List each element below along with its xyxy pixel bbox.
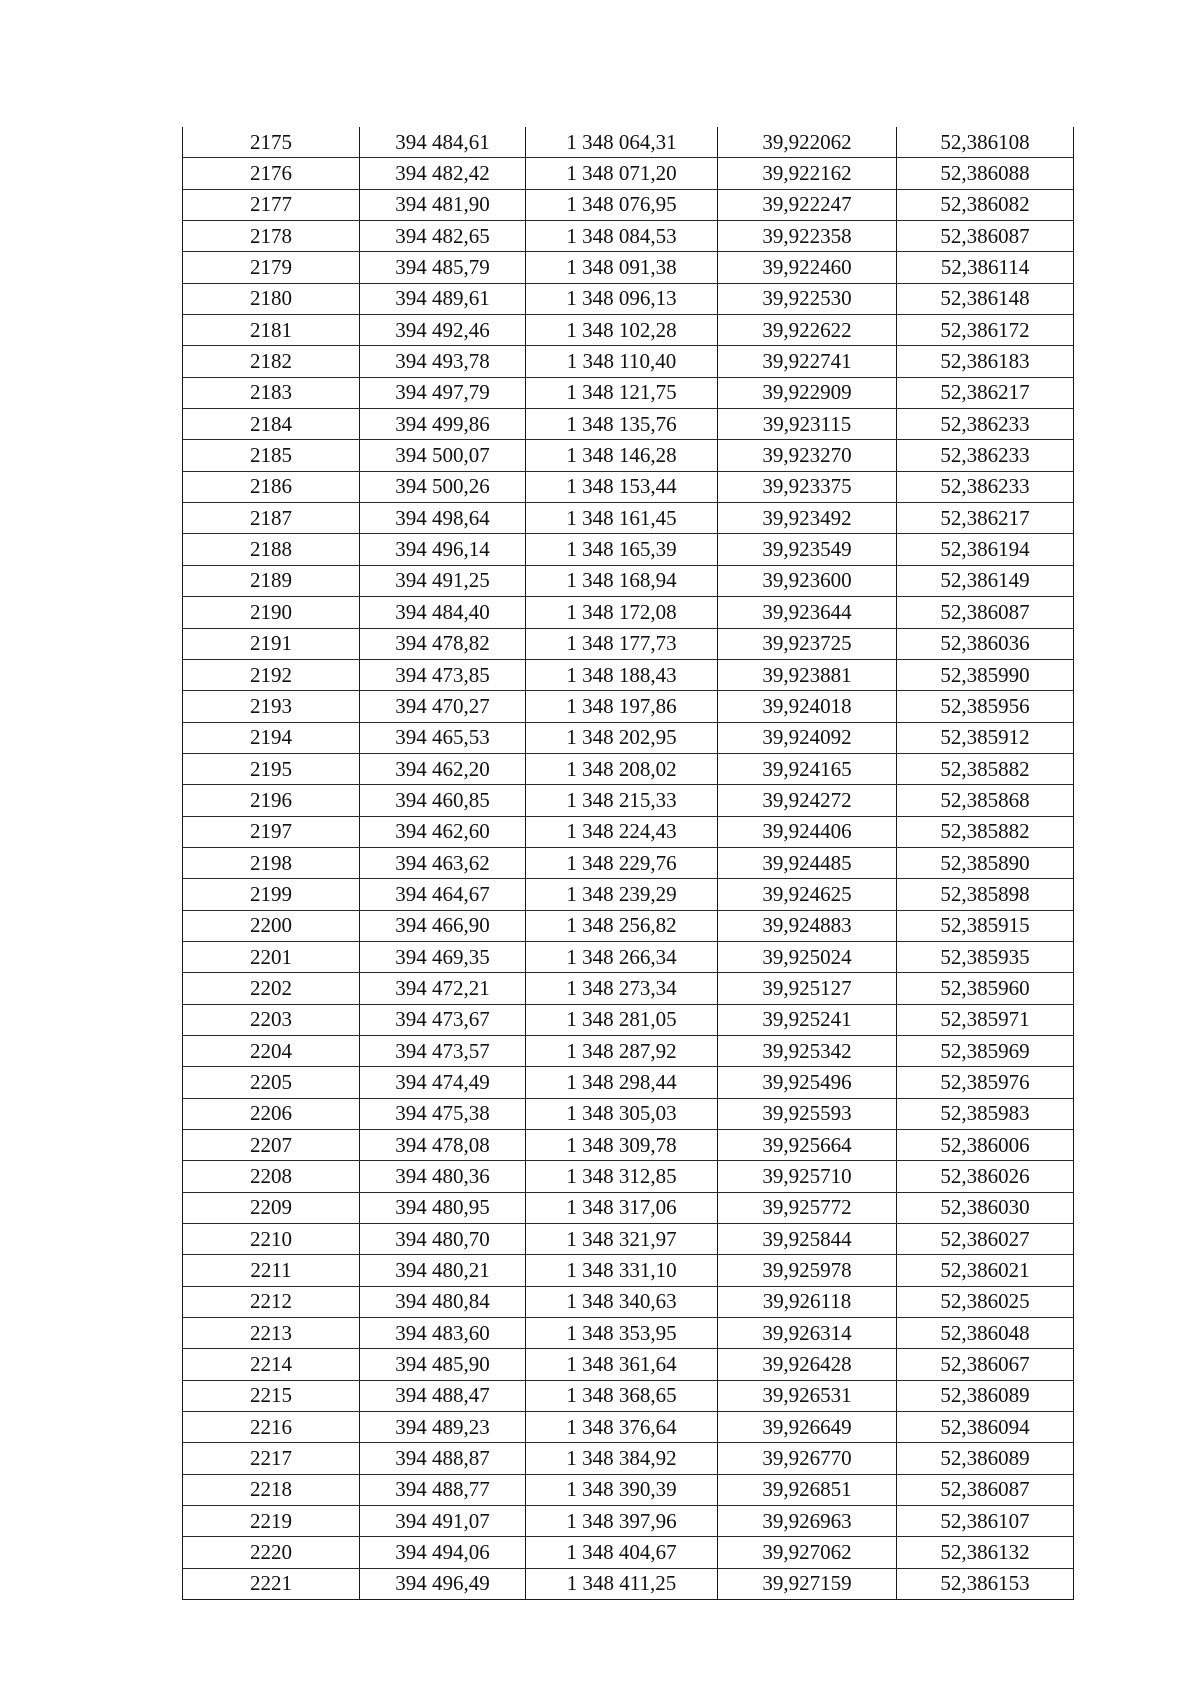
table-row — [183, 753, 1074, 784]
x-coordinate-cell: 394 473,57 — [360, 1035, 526, 1066]
point-number-cell: 2192 — [183, 659, 360, 690]
longitude-cell: 52,386089 — [897, 1380, 1074, 1411]
x-coordinate-cell: 394 498,64 — [360, 503, 526, 534]
point-number-cell: 2182 — [183, 346, 360, 377]
coordinates-table-body — [183, 127, 1074, 1600]
longitude-cell: 52,386094 — [897, 1412, 1074, 1443]
latitude-cell: 39,925127 — [718, 973, 897, 1004]
latitude-cell: 39,922062 — [718, 127, 897, 158]
y-coordinate-cell: 1 348 281,05 — [526, 1004, 718, 1035]
longitude-cell: 52,386087 — [897, 221, 1074, 252]
point-number-cell: 2197 — [183, 816, 360, 847]
x-coordinate-cell: 394 492,46 — [360, 315, 526, 346]
latitude-cell: 39,923492 — [718, 503, 897, 534]
table-row — [183, 1286, 1074, 1317]
longitude-cell: 52,386172 — [897, 315, 1074, 346]
latitude-cell: 39,926770 — [718, 1443, 897, 1474]
latitude-cell: 39,924018 — [718, 691, 897, 722]
y-coordinate-cell: 1 348 368,65 — [526, 1380, 718, 1411]
longitude-cell: 52,385976 — [897, 1067, 1074, 1098]
y-coordinate-cell: 1 348 353,95 — [526, 1318, 718, 1349]
longitude-cell: 52,386194 — [897, 534, 1074, 565]
x-coordinate-cell: 394 478,08 — [360, 1130, 526, 1161]
longitude-cell: 52,385969 — [897, 1035, 1074, 1066]
latitude-cell: 39,925844 — [718, 1224, 897, 1255]
x-coordinate-cell: 394 475,38 — [360, 1098, 526, 1129]
latitude-cell: 39,924092 — [718, 722, 897, 753]
point-number-cell: 2187 — [183, 503, 360, 534]
point-number-cell: 2201 — [183, 941, 360, 972]
x-coordinate-cell: 394 465,53 — [360, 722, 526, 753]
y-coordinate-cell: 1 348 215,33 — [526, 785, 718, 816]
y-coordinate-cell: 1 348 376,64 — [526, 1412, 718, 1443]
y-coordinate-cell: 1 348 135,76 — [526, 409, 718, 440]
y-coordinate-cell: 1 348 224,43 — [526, 816, 718, 847]
y-coordinate-cell: 1 348 165,39 — [526, 534, 718, 565]
x-coordinate-cell: 394 484,61 — [360, 127, 526, 158]
x-coordinate-cell: 394 473,85 — [360, 659, 526, 690]
longitude-cell: 52,386027 — [897, 1224, 1074, 1255]
point-number-cell: 2206 — [183, 1098, 360, 1129]
x-coordinate-cell: 394 489,61 — [360, 283, 526, 314]
longitude-cell: 52,385882 — [897, 753, 1074, 784]
point-number-cell: 2218 — [183, 1474, 360, 1505]
y-coordinate-cell: 1 348 312,85 — [526, 1161, 718, 1192]
table-row — [183, 1474, 1074, 1505]
table-row — [183, 1443, 1074, 1474]
longitude-cell: 52,386030 — [897, 1192, 1074, 1223]
longitude-cell: 52,386107 — [897, 1506, 1074, 1537]
longitude-cell: 52,386006 — [897, 1130, 1074, 1161]
table-row — [183, 409, 1074, 440]
x-coordinate-cell: 394 482,65 — [360, 221, 526, 252]
longitude-cell: 52,386114 — [897, 252, 1074, 283]
point-number-cell: 2211 — [183, 1255, 360, 1286]
point-number-cell: 2212 — [183, 1286, 360, 1317]
latitude-cell: 39,924625 — [718, 879, 897, 910]
x-coordinate-cell: 394 499,86 — [360, 409, 526, 440]
point-number-cell: 2196 — [183, 785, 360, 816]
x-coordinate-cell: 394 493,78 — [360, 346, 526, 377]
longitude-cell: 52,385912 — [897, 722, 1074, 753]
y-coordinate-cell: 1 348 239,29 — [526, 879, 718, 910]
x-coordinate-cell: 394 496,14 — [360, 534, 526, 565]
x-coordinate-cell: 394 480,95 — [360, 1192, 526, 1223]
y-coordinate-cell: 1 348 309,78 — [526, 1130, 718, 1161]
latitude-cell: 39,925241 — [718, 1004, 897, 1035]
point-number-cell: 2179 — [183, 252, 360, 283]
table-row — [183, 1318, 1074, 1349]
x-coordinate-cell: 394 496,49 — [360, 1568, 526, 1599]
table-row — [183, 346, 1074, 377]
y-coordinate-cell: 1 348 266,34 — [526, 941, 718, 972]
longitude-cell: 52,386048 — [897, 1318, 1074, 1349]
table-row — [183, 879, 1074, 910]
latitude-cell: 39,925710 — [718, 1161, 897, 1192]
longitude-cell: 52,386233 — [897, 471, 1074, 502]
y-coordinate-cell: 1 348 161,45 — [526, 503, 718, 534]
y-coordinate-cell: 1 348 411,25 — [526, 1568, 718, 1599]
table-row — [183, 597, 1074, 628]
longitude-cell: 52,386233 — [897, 409, 1074, 440]
y-coordinate-cell: 1 348 084,53 — [526, 221, 718, 252]
x-coordinate-cell: 394 470,27 — [360, 691, 526, 722]
table-row — [183, 503, 1074, 534]
latitude-cell: 39,926428 — [718, 1349, 897, 1380]
y-coordinate-cell: 1 348 168,94 — [526, 565, 718, 596]
table-row — [183, 722, 1074, 753]
latitude-cell: 39,925024 — [718, 941, 897, 972]
x-coordinate-cell: 394 491,07 — [360, 1506, 526, 1537]
latitude-cell: 39,922741 — [718, 346, 897, 377]
x-coordinate-cell: 394 480,21 — [360, 1255, 526, 1286]
latitude-cell: 39,925342 — [718, 1035, 897, 1066]
table-row — [183, 377, 1074, 408]
point-number-cell: 2207 — [183, 1130, 360, 1161]
x-coordinate-cell: 394 480,36 — [360, 1161, 526, 1192]
point-number-cell: 2185 — [183, 440, 360, 471]
longitude-cell: 52,385960 — [897, 973, 1074, 1004]
x-coordinate-cell: 394 469,35 — [360, 941, 526, 972]
table-row — [183, 1067, 1074, 1098]
table-row — [183, 1098, 1074, 1129]
y-coordinate-cell: 1 348 331,10 — [526, 1255, 718, 1286]
latitude-cell: 39,922460 — [718, 252, 897, 283]
latitude-cell: 39,922162 — [718, 158, 897, 189]
point-number-cell: 2220 — [183, 1537, 360, 1568]
latitude-cell: 39,922909 — [718, 377, 897, 408]
y-coordinate-cell: 1 348 305,03 — [526, 1098, 718, 1129]
longitude-cell: 52,385971 — [897, 1004, 1074, 1035]
latitude-cell: 39,923375 — [718, 471, 897, 502]
longitude-cell: 52,386026 — [897, 1161, 1074, 1192]
table-row — [183, 127, 1074, 158]
table-row — [183, 1161, 1074, 1192]
table-row — [183, 283, 1074, 314]
point-number-cell: 2205 — [183, 1067, 360, 1098]
longitude-cell: 52,385990 — [897, 659, 1074, 690]
longitude-cell: 52,385983 — [897, 1098, 1074, 1129]
x-coordinate-cell: 394 484,40 — [360, 597, 526, 628]
latitude-cell: 39,924406 — [718, 816, 897, 847]
longitude-cell: 52,385868 — [897, 785, 1074, 816]
x-coordinate-cell: 394 480,84 — [360, 1286, 526, 1317]
table-row — [183, 1537, 1074, 1568]
x-coordinate-cell: 394 481,90 — [360, 189, 526, 220]
longitude-cell: 52,386148 — [897, 283, 1074, 314]
y-coordinate-cell: 1 348 197,86 — [526, 691, 718, 722]
point-number-cell: 2186 — [183, 471, 360, 502]
longitude-cell: 52,386087 — [897, 597, 1074, 628]
table-row — [183, 534, 1074, 565]
point-number-cell: 2198 — [183, 847, 360, 878]
longitude-cell: 52,386088 — [897, 158, 1074, 189]
longitude-cell: 52,386217 — [897, 377, 1074, 408]
latitude-cell: 39,923881 — [718, 659, 897, 690]
longitude-cell: 52,386132 — [897, 1537, 1074, 1568]
x-coordinate-cell: 394 488,77 — [360, 1474, 526, 1505]
table-row — [183, 440, 1074, 471]
y-coordinate-cell: 1 348 076,95 — [526, 189, 718, 220]
point-number-cell: 2189 — [183, 565, 360, 596]
table-row — [183, 1130, 1074, 1161]
point-number-cell: 2191 — [183, 628, 360, 659]
coordinates-table — [182, 127, 1074, 1600]
x-coordinate-cell: 394 472,21 — [360, 973, 526, 1004]
y-coordinate-cell: 1 348 321,97 — [526, 1224, 718, 1255]
table-row — [183, 1506, 1074, 1537]
point-number-cell: 2210 — [183, 1224, 360, 1255]
x-coordinate-cell: 394 494,06 — [360, 1537, 526, 1568]
latitude-cell: 39,922530 — [718, 283, 897, 314]
y-coordinate-cell: 1 348 064,31 — [526, 127, 718, 158]
longitude-cell: 52,386217 — [897, 503, 1074, 534]
point-number-cell: 2188 — [183, 534, 360, 565]
point-number-cell: 2213 — [183, 1318, 360, 1349]
point-number-cell: 2180 — [183, 283, 360, 314]
longitude-cell: 52,386183 — [897, 346, 1074, 377]
y-coordinate-cell: 1 348 091,38 — [526, 252, 718, 283]
latitude-cell: 39,926963 — [718, 1506, 897, 1537]
table-row — [183, 847, 1074, 878]
latitude-cell: 39,924485 — [718, 847, 897, 878]
latitude-cell: 39,925593 — [718, 1098, 897, 1129]
table-row — [183, 785, 1074, 816]
point-number-cell: 2219 — [183, 1506, 360, 1537]
table-row — [183, 910, 1074, 941]
longitude-cell: 52,386153 — [897, 1568, 1074, 1599]
longitude-cell: 52,385956 — [897, 691, 1074, 722]
x-coordinate-cell: 394 474,49 — [360, 1067, 526, 1098]
x-coordinate-cell: 394 473,67 — [360, 1004, 526, 1035]
latitude-cell: 39,926314 — [718, 1318, 897, 1349]
point-number-cell: 2175 — [183, 127, 360, 158]
latitude-cell: 39,926649 — [718, 1412, 897, 1443]
y-coordinate-cell: 1 348 202,95 — [526, 722, 718, 753]
x-coordinate-cell: 394 488,47 — [360, 1380, 526, 1411]
point-number-cell: 2194 — [183, 722, 360, 753]
latitude-cell: 39,924165 — [718, 753, 897, 784]
y-coordinate-cell: 1 348 298,44 — [526, 1067, 718, 1098]
longitude-cell: 52,386067 — [897, 1349, 1074, 1380]
table-row — [183, 659, 1074, 690]
longitude-cell: 52,385890 — [897, 847, 1074, 878]
x-coordinate-cell: 394 482,42 — [360, 158, 526, 189]
latitude-cell: 39,927062 — [718, 1537, 897, 1568]
x-coordinate-cell: 394 460,85 — [360, 785, 526, 816]
point-number-cell: 2184 — [183, 409, 360, 440]
latitude-cell: 39,923549 — [718, 534, 897, 565]
latitude-cell: 39,924883 — [718, 910, 897, 941]
x-coordinate-cell: 394 463,62 — [360, 847, 526, 878]
longitude-cell: 52,386036 — [897, 628, 1074, 659]
table-row — [183, 973, 1074, 1004]
x-coordinate-cell: 394 489,23 — [360, 1412, 526, 1443]
latitude-cell: 39,923644 — [718, 597, 897, 628]
latitude-cell: 39,925496 — [718, 1067, 897, 1098]
y-coordinate-cell: 1 348 256,82 — [526, 910, 718, 941]
table-row — [183, 189, 1074, 220]
latitude-cell: 39,923270 — [718, 440, 897, 471]
table-row — [183, 691, 1074, 722]
table-row — [183, 315, 1074, 346]
latitude-cell: 39,926531 — [718, 1380, 897, 1411]
longitude-cell: 52,386025 — [897, 1286, 1074, 1317]
x-coordinate-cell: 394 478,82 — [360, 628, 526, 659]
table-row — [183, 1380, 1074, 1411]
x-coordinate-cell: 394 485,90 — [360, 1349, 526, 1380]
y-coordinate-cell: 1 348 188,43 — [526, 659, 718, 690]
x-coordinate-cell: 394 500,26 — [360, 471, 526, 502]
point-number-cell: 2176 — [183, 158, 360, 189]
latitude-cell: 39,923725 — [718, 628, 897, 659]
point-number-cell: 2221 — [183, 1568, 360, 1599]
table-row — [183, 1568, 1074, 1599]
longitude-cell: 52,386082 — [897, 189, 1074, 220]
table-row — [183, 941, 1074, 972]
point-number-cell: 2217 — [183, 1443, 360, 1474]
y-coordinate-cell: 1 348 384,92 — [526, 1443, 718, 1474]
latitude-cell: 39,925772 — [718, 1192, 897, 1223]
point-number-cell: 2204 — [183, 1035, 360, 1066]
latitude-cell: 39,922622 — [718, 315, 897, 346]
table-row — [183, 565, 1074, 596]
point-number-cell: 2215 — [183, 1380, 360, 1411]
point-number-cell: 2202 — [183, 973, 360, 1004]
latitude-cell: 39,922358 — [718, 221, 897, 252]
longitude-cell: 52,386108 — [897, 127, 1074, 158]
table-row — [183, 1192, 1074, 1223]
y-coordinate-cell: 1 348 071,20 — [526, 158, 718, 189]
latitude-cell: 39,926118 — [718, 1286, 897, 1317]
y-coordinate-cell: 1 348 208,02 — [526, 753, 718, 784]
x-coordinate-cell: 394 497,79 — [360, 377, 526, 408]
table-row — [183, 1035, 1074, 1066]
longitude-cell: 52,385915 — [897, 910, 1074, 941]
table-row — [183, 1349, 1074, 1380]
latitude-cell: 39,924272 — [718, 785, 897, 816]
x-coordinate-cell: 394 462,20 — [360, 753, 526, 784]
y-coordinate-cell: 1 348 273,34 — [526, 973, 718, 1004]
y-coordinate-cell: 1 348 153,44 — [526, 471, 718, 502]
y-coordinate-cell: 1 348 229,76 — [526, 847, 718, 878]
x-coordinate-cell: 394 491,25 — [360, 565, 526, 596]
y-coordinate-cell: 1 348 102,28 — [526, 315, 718, 346]
longitude-cell: 52,385898 — [897, 879, 1074, 910]
longitude-cell: 52,386149 — [897, 565, 1074, 596]
point-number-cell: 2183 — [183, 377, 360, 408]
x-coordinate-cell: 394 488,87 — [360, 1443, 526, 1474]
latitude-cell: 39,927159 — [718, 1568, 897, 1599]
y-coordinate-cell: 1 348 146,28 — [526, 440, 718, 471]
y-coordinate-cell: 1 348 121,75 — [526, 377, 718, 408]
longitude-cell: 52,386021 — [897, 1255, 1074, 1286]
longitude-cell: 52,385935 — [897, 941, 1074, 972]
table-row — [183, 1004, 1074, 1035]
point-number-cell: 2177 — [183, 189, 360, 220]
table-row — [183, 471, 1074, 502]
point-number-cell: 2203 — [183, 1004, 360, 1035]
x-coordinate-cell: 394 480,70 — [360, 1224, 526, 1255]
latitude-cell: 39,926851 — [718, 1474, 897, 1505]
table-row — [183, 1412, 1074, 1443]
y-coordinate-cell: 1 348 172,08 — [526, 597, 718, 628]
latitude-cell: 39,922247 — [718, 189, 897, 220]
x-coordinate-cell: 394 500,07 — [360, 440, 526, 471]
point-number-cell: 2190 — [183, 597, 360, 628]
x-coordinate-cell: 394 485,79 — [360, 252, 526, 283]
table-row — [183, 816, 1074, 847]
point-number-cell: 2208 — [183, 1161, 360, 1192]
point-number-cell: 2195 — [183, 753, 360, 784]
y-coordinate-cell: 1 348 177,73 — [526, 628, 718, 659]
x-coordinate-cell: 394 466,90 — [360, 910, 526, 941]
longitude-cell: 52,386233 — [897, 440, 1074, 471]
point-number-cell: 2178 — [183, 221, 360, 252]
latitude-cell: 39,923600 — [718, 565, 897, 596]
y-coordinate-cell: 1 348 397,96 — [526, 1506, 718, 1537]
table-row — [183, 628, 1074, 659]
table-row — [183, 252, 1074, 283]
point-number-cell: 2214 — [183, 1349, 360, 1380]
table-row — [183, 158, 1074, 189]
y-coordinate-cell: 1 348 096,13 — [526, 283, 718, 314]
y-coordinate-cell: 1 348 110,40 — [526, 346, 718, 377]
point-number-cell: 2216 — [183, 1412, 360, 1443]
point-number-cell: 2209 — [183, 1192, 360, 1223]
point-number-cell: 2199 — [183, 879, 360, 910]
y-coordinate-cell: 1 348 404,67 — [526, 1537, 718, 1568]
latitude-cell: 39,923115 — [718, 409, 897, 440]
table-row — [183, 1255, 1074, 1286]
latitude-cell: 39,925978 — [718, 1255, 897, 1286]
x-coordinate-cell: 394 483,60 — [360, 1318, 526, 1349]
table-row — [183, 1224, 1074, 1255]
longitude-cell: 52,386087 — [897, 1474, 1074, 1505]
point-number-cell: 2193 — [183, 691, 360, 722]
point-number-cell: 2181 — [183, 315, 360, 346]
x-coordinate-cell: 394 462,60 — [360, 816, 526, 847]
latitude-cell: 39,925664 — [718, 1130, 897, 1161]
y-coordinate-cell: 1 348 340,63 — [526, 1286, 718, 1317]
longitude-cell: 52,385882 — [897, 816, 1074, 847]
x-coordinate-cell: 394 464,67 — [360, 879, 526, 910]
y-coordinate-cell: 1 348 361,64 — [526, 1349, 718, 1380]
y-coordinate-cell: 1 348 317,06 — [526, 1192, 718, 1223]
point-number-cell: 2200 — [183, 910, 360, 941]
longitude-cell: 52,386089 — [897, 1443, 1074, 1474]
table-row — [183, 221, 1074, 252]
y-coordinate-cell: 1 348 390,39 — [526, 1474, 718, 1505]
y-coordinate-cell: 1 348 287,92 — [526, 1035, 718, 1066]
